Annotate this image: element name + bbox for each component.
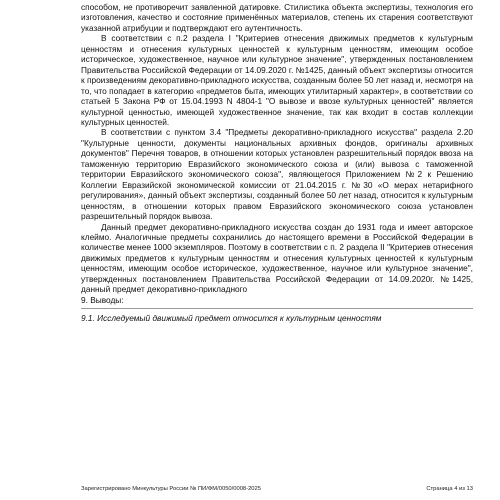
text-line: разрешительный порядок вывоза. — [81, 211, 213, 222]
text-line: территорию Евразийского экономического союза и (или) вывоза с таможенной — [135, 158, 473, 169]
text-line: «предметов быта, имеющих утилитарный характер», в соответствии со статьей — [81, 85, 473, 107]
document-body — [81, 2, 473, 324]
text-line: №1425, данный объект экспертизы — [295, 64, 433, 75]
text-line: научное или культурное значение", утвержденных — [207, 54, 406, 65]
registration-note: Зарегистрировано Минкультуры России № ПИ/ФМ/0050/0008-2025 — [81, 486, 261, 492]
paragraph-authenticity — [81, 2, 473, 33]
text-line: архивных фондов, оригиналы архивных документов" Перечня товаров, — [81, 137, 473, 159]
text-line: предметов к культурным ценностям и отнесения культурных ценностей к — [81, 33, 473, 54]
text-line: 9.1. Исследуемый движимый предмет относится к культурным ценностям — [81, 313, 382, 324]
paragraph-criteria-section-1 — [81, 33, 473, 127]
paragraph-eaeu-list — [81, 127, 473, 221]
text-line: значение", утвержденных постановлением Правительства Российской — [81, 263, 473, 284]
text-line: 5 Закона РФ от 15.04.1993 N 4804-1 "О вывозе и ввозе культурных ценностей" — [114, 96, 435, 107]
text-line: года и имеет авторское клеймо. Аналогичные предметы сохранились до — [81, 221, 473, 242]
paragraph-criteria-section-2 — [81, 222, 473, 295]
text-line: способом, не противоречит заявленной датировке. Стилистика объекта — [81, 2, 363, 12]
conclusions-heading — [81, 295, 473, 305]
text-line: художественное, научное или культурное — [261, 263, 428, 274]
text-line: коллекции культурных ценностей. — [81, 106, 474, 127]
text-line: ценностей к культурным ценностям, имеющим особое историческое, — [81, 252, 473, 274]
page-number: Страница 4 из 13 — [426, 486, 473, 492]
text-line: является культурной — [81, 96, 474, 117]
text-line: 9. Выводы: — [81, 294, 124, 305]
text-line: подтверждают его аутентичность. — [172, 22, 303, 33]
text-line: №2 к Решению Коллегии Евразийской экономической комиссии от 21.04.2015 г. — [81, 169, 473, 190]
text-line: культурным ценностям, имеющим особое историческое, художественное, — [81, 43, 473, 65]
text-line: созданный более 50 лет назад, относится к культурным ценностям, в — [81, 190, 473, 211]
text-line: относится к произведениям декоративно-прикладного искусства, — [81, 64, 473, 86]
text-line: Данный предмет декоративно-прикладного искусства создан до 1931 — [101, 221, 376, 232]
text-line: в отношении которых установлен разрешительный порядок ввоза на таможенную — [81, 148, 473, 169]
text-line: Федерации от 14.09.2020г. №1425, данный предмет декоративно-прикладного — [81, 273, 473, 295]
text-line: №30 «О мерах нетарифного регулирования», данный объект экспертизы, — [81, 179, 474, 201]
text-line: постановлением Правительства Российской Федерации от 14.09.2020 г. — [81, 54, 473, 75]
text-line: В соответствии с пунктом 3.4 "Предметы декоративно-прикладного — [101, 127, 373, 138]
text-line: В соответствии с п.2 раздела I "Критериев отнесения движимых — [101, 33, 369, 44]
separator-line — [81, 308, 473, 309]
text-line: движимых предметов к культурным ценностям и отнесения культурных — [81, 252, 371, 263]
text-line: экспертизы, технология его изготовления, качество и состояние применённых — [81, 2, 473, 23]
text-line: настоящего времени в Российской Федерации в количестве менее 1000 — [81, 231, 473, 253]
conclusion-item-9-1 — [81, 313, 473, 323]
text-line: созданным более 50 лет назад и, несмотря на то, что попадает в категорию — [81, 75, 473, 96]
text-line: искусства" раздела 2.20 "Культурные ценности, документы национальных — [81, 127, 473, 148]
text-line: материалов, степень их старения соответствуют указанной атрибуции и — [81, 12, 473, 33]
text-line: экземпляров. Поэтому в соответствии с п. 2 раздела II "Критериев отнесения — [174, 242, 473, 253]
text-line: ценностью, имеющей художественное значение, так как входит в состав — [128, 106, 429, 117]
text-line: отношении которых правом Евразийского экономического союза установлен — [144, 200, 473, 211]
text-line: территории Евразийского экономического союза", являющегося Приложением — [81, 169, 401, 180]
